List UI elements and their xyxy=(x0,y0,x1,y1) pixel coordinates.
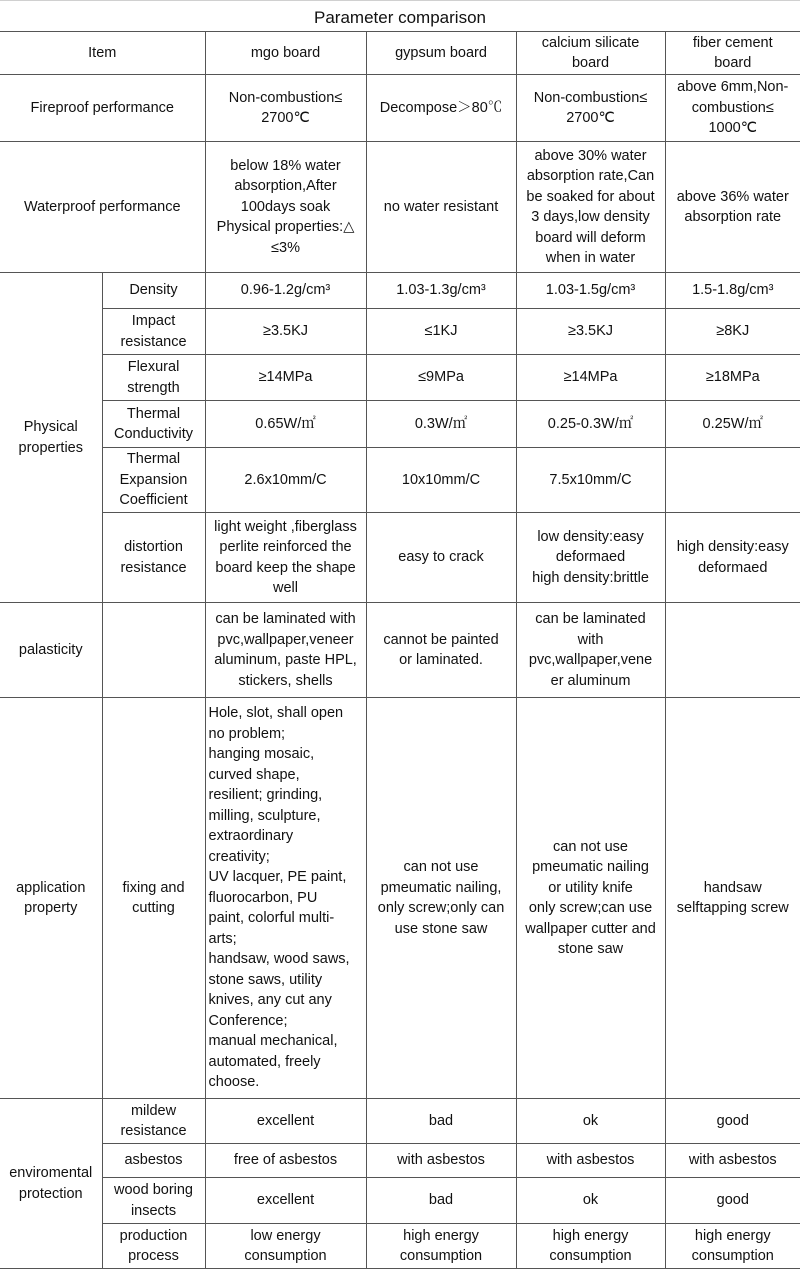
header-gypsum-board: gypsum board xyxy=(366,32,516,75)
table-cell: with asbestos xyxy=(665,1144,800,1178)
row-label: Waterproof performance xyxy=(0,142,205,273)
row-label: wood boring insects xyxy=(102,1178,205,1224)
table-cell: 10x10mm/C xyxy=(366,448,516,513)
table-cell: bad xyxy=(366,1099,516,1144)
table-cell: above 36% water absorption rate xyxy=(665,142,800,273)
table-cell: light weight ,fiberglass perlite reinforced the board keep the shape well xyxy=(205,513,366,603)
row-label: mildew resistance xyxy=(102,1099,205,1144)
table-cell: above 6mm,Non- combustion≤ 1000℃ xyxy=(665,75,800,142)
table-cell: excellent xyxy=(205,1099,366,1144)
table-cell: below 18% water absorption,After 100days soak Physical properties:△ ≤3% xyxy=(205,142,366,273)
table-cell: ≤9MPa xyxy=(366,355,516,401)
table-cell: Non-combustion≤ 2700℃ xyxy=(516,75,665,142)
table-cell: good xyxy=(665,1178,800,1224)
table-cell: ≤1KJ xyxy=(366,309,516,355)
row-label: Flexural strength xyxy=(102,355,205,401)
table-cell: 0.25-0.3W/㎡ xyxy=(516,401,665,448)
row-label: Density xyxy=(102,273,205,309)
table-row xyxy=(0,603,800,698)
table-cell: bad xyxy=(366,1178,516,1224)
table-cell: cannot be painted or laminated. xyxy=(366,603,516,698)
table-row xyxy=(0,309,800,355)
table-cell: can not use pmeumatic nailing or utility knife only screw;can use wallpaper cutter and stone saw xyxy=(516,698,665,1099)
table-cell: handsaw selftapping screw xyxy=(665,698,800,1099)
table-cell: 0.3W/㎡ xyxy=(366,401,516,448)
row-label: palasticity xyxy=(0,603,102,698)
table-cell: easy to crack xyxy=(366,513,516,603)
row-label: Thermal Conductivity xyxy=(102,401,205,448)
header-row xyxy=(0,32,800,75)
table-row xyxy=(0,513,800,603)
table-cell: can be laminated with pvc,wallpaper,vene er aluminum xyxy=(516,603,665,698)
header-item: Item xyxy=(0,32,205,75)
table-row xyxy=(0,1144,800,1178)
table-cell: ok xyxy=(516,1178,665,1224)
table-cell: low density:easy deformaed high density:brittle xyxy=(516,513,665,603)
table-row xyxy=(0,1224,800,1269)
table-cell: Decompose＞80℃ xyxy=(366,75,516,142)
table-cell: high density:easy deformaed xyxy=(665,513,800,603)
table-cell: 7.5x10mm/C xyxy=(516,448,665,513)
table-cell: with asbestos xyxy=(516,1144,665,1178)
table-cell: Hole, slot, shall open no problem; hanging mosaic, curved shape, resilient; grinding, milling, sculpture, extraordinary creativity; UV lacquer, PE paint, fluorocarbon, PU paint, colorful multi- arts; handsaw, wood saws, stone saws, utility knives, any cut any Conference; manual mechanical, automated, freely choose. xyxy=(205,698,366,1099)
table-cell: with asbestos xyxy=(366,1144,516,1178)
table-cell: can not use pmeumatic nailing, only screw;only can use stone saw xyxy=(366,698,516,1099)
table-cell: 1.5-1.8g/cm³ xyxy=(665,273,800,309)
table-cell: 1.03-1.3g/cm³ xyxy=(366,273,516,309)
table-row xyxy=(0,448,800,513)
table-row xyxy=(0,1099,800,1144)
table-cell: low energy consumption xyxy=(205,1224,366,1269)
row-label: application property xyxy=(0,698,102,1099)
row-label: Thermal Expansion Coefficient xyxy=(102,448,205,513)
table-cell: ≥3.5KJ xyxy=(205,309,366,355)
table-cell: excellent xyxy=(205,1178,366,1224)
table-cell: 2.6x10mm/C xyxy=(205,448,366,513)
table-cell: ≥14MPa xyxy=(205,355,366,401)
table-cell: ≥3.5KJ xyxy=(516,309,665,355)
table-cell: high energy consumption xyxy=(366,1224,516,1269)
table-title: Parameter comparison xyxy=(0,0,800,31)
table-cell xyxy=(665,448,800,513)
header-mgo-board: mgo board xyxy=(205,32,366,75)
row-sub-label xyxy=(102,603,205,698)
table-cell: no water resistant xyxy=(366,142,516,273)
group-label-environmental: enviromental protection xyxy=(0,1099,102,1269)
table-cell: can be laminated with pvc,wallpaper,veneer aluminum, paste HPL, stickers, shells xyxy=(205,603,366,698)
row-label: Fireproof performance xyxy=(0,75,205,142)
table-cell: Non-combustion≤ 2700℃ xyxy=(205,75,366,142)
table-cell: high energy consumption xyxy=(665,1224,800,1269)
table-cell: ok xyxy=(516,1099,665,1144)
table-row xyxy=(0,698,800,1099)
table-cell: 1.03-1.5g/cm³ xyxy=(516,273,665,309)
row-label: Impact resistance xyxy=(102,309,205,355)
table-row xyxy=(0,1178,800,1224)
row-label: production process xyxy=(102,1224,205,1269)
table-cell: 0.65W/㎡ xyxy=(205,401,366,448)
header-fiber-cement-board: fiber cement board xyxy=(665,32,800,75)
row-sub-label: fixing and cutting xyxy=(102,698,205,1099)
table-cell: ≥14MPa xyxy=(516,355,665,401)
table-row xyxy=(0,75,800,142)
table-row xyxy=(0,401,800,448)
table-cell: above 30% water absorption rate,Can be soaked for about 3 days,low density board will deform when in water xyxy=(516,142,665,273)
table-cell xyxy=(665,603,800,698)
table-cell: 0.96-1.2g/cm³ xyxy=(205,273,366,309)
table-cell: good xyxy=(665,1099,800,1144)
table-cell: free of asbestos xyxy=(205,1144,366,1178)
row-label: asbestos xyxy=(102,1144,205,1178)
table-row xyxy=(0,273,800,309)
comparison-table xyxy=(0,31,800,1269)
header-calcium-silicate-board: calcium silicate board xyxy=(516,32,665,75)
table-cell: ≥8KJ xyxy=(665,309,800,355)
group-label-physical: Physical properties xyxy=(0,273,102,603)
table-row xyxy=(0,142,800,273)
table-cell: 0.25W/㎡ xyxy=(665,401,800,448)
row-label: distortion resistance xyxy=(102,513,205,603)
table-cell: high energy consumption xyxy=(516,1224,665,1269)
table-row xyxy=(0,355,800,401)
table-cell: ≥18MPa xyxy=(665,355,800,401)
